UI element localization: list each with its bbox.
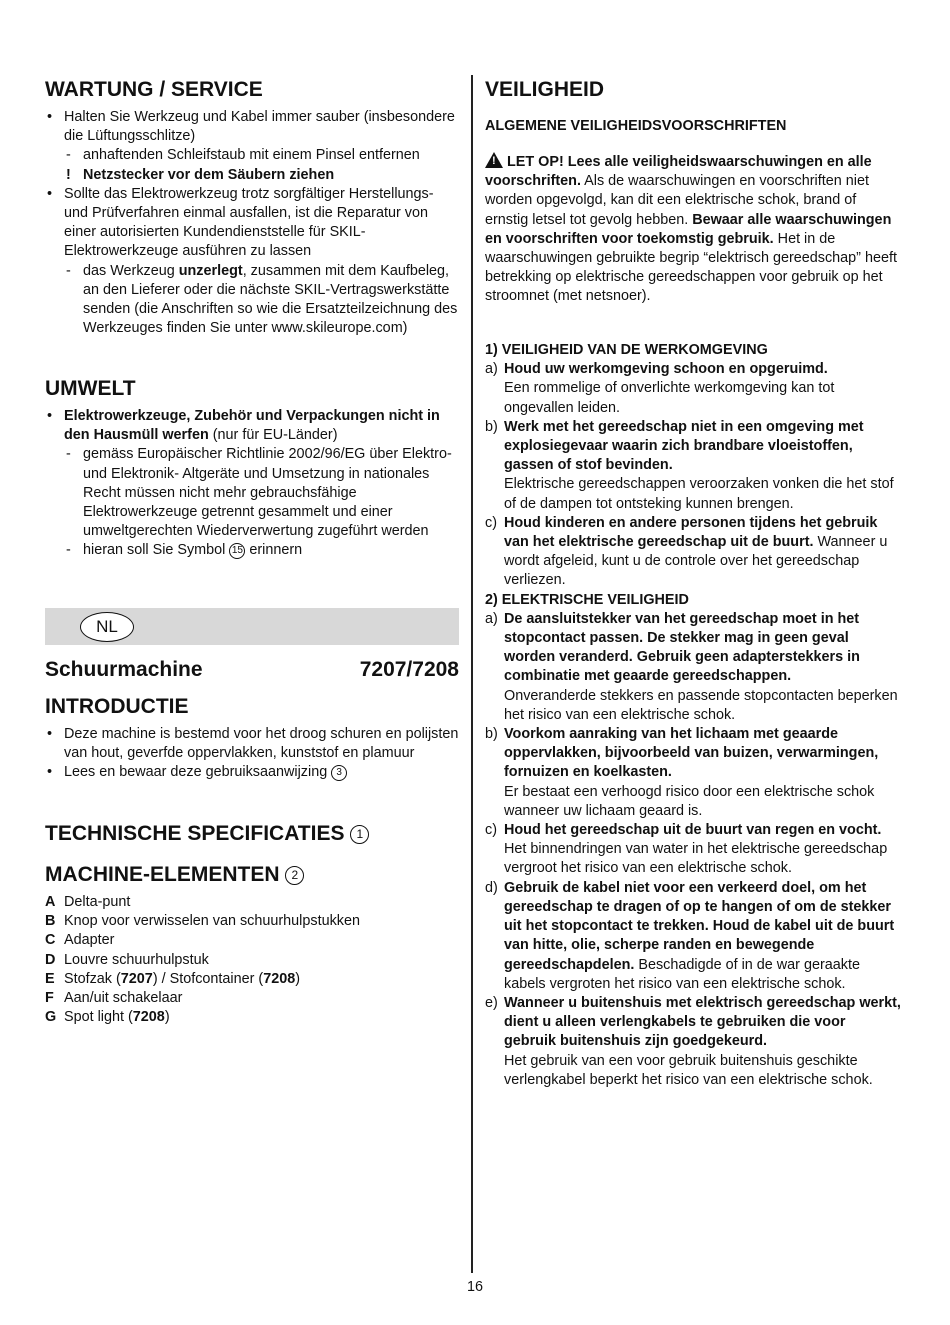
list-item: E Stofzak (7207) / Stofcontainer (7208) xyxy=(45,970,301,987)
list-item: B Knop voor verwisselen van schuurhulpstukken xyxy=(45,913,360,930)
figure-number: 1 xyxy=(350,825,369,844)
list-item: F Aan/uit schakelaar xyxy=(45,990,183,1007)
subheading-algemene: ALGEMENE VEILIGHEIDSVOORSCHRIFTEN xyxy=(485,118,787,134)
list-item: • Halten Sie Werkzeug und Kabel immer sauber (insbesondere die Lüftungsschlitze) xyxy=(45,108,459,146)
list-item: - das Werkzeug unzerlegt, zusammen mit dem Kaufbeleg, an den Lieferer oder die nächste SKIL-Vertragswerkstätte senden (die Anschriften so wie die Ersatzteilzeichnung des Werkzeuges finden Sie unter www.skileurope.com) xyxy=(45,262,459,339)
heading-elements: MACHINE-ELEMENTEN 2 xyxy=(45,862,304,888)
list-item: b) Voorkom aanraking van het lichaam met geaarde oppervlakken, bijvoorbeeld van buizen, verwarmingen, fornuizen en koelkasten. Er bestaat een verhoogd risico door een elektrische schok wanneer uw lichaam geaard is. xyxy=(485,726,879,819)
symbol-number: 15 xyxy=(229,543,245,559)
list-item: C Adapter xyxy=(45,932,115,949)
list-item: ! Netzstecker vor dem Säubern ziehen xyxy=(45,166,459,185)
umwelt-list xyxy=(45,407,459,561)
list-item: • Elektrowerkzeuge, Zubehör und Verpackungen nicht in den Hausmüll werfen (nur für EU-Länder) xyxy=(45,407,459,445)
intro-list xyxy=(45,725,459,783)
list-item: • Lees en bewaar deze gebruiksaanwijzing 3 xyxy=(45,763,459,782)
wartung-list xyxy=(45,108,459,338)
figure-number: 2 xyxy=(285,866,304,885)
list-item: • Sollte das Elektrowerkzeug trotz sorgfältiger Herstellungs- und Prüfverfahren einmal ausfallen, ist die Reparatur von einer autorisierten Kundendienststelle für SKIL-Elektrowerkzeuge ausführen zu lassen xyxy=(45,185,459,262)
list-item: - anhaftenden Schleifstaub mit einem Pinsel entfernen xyxy=(45,146,459,165)
list-item: a) Houd uw werkomgeving schoon en opgeruimd. Een rommelige of onverlichte werkomgeving kan tot ongevallen leiden. xyxy=(485,361,835,416)
heading-introductie: INTRODUCTIE xyxy=(45,695,189,718)
list-item: c) Houd het gereedschap uit de buurt van regen en vocht. Het binnendringen van water in het elektrische gereedschap vergroot het risico van een elektrische schok. xyxy=(485,822,888,877)
section-heading: 2) ELEKTRISCHE VEILIGHEID xyxy=(485,591,689,608)
list-item: G Spot light (7208) xyxy=(45,1009,170,1026)
warning-paragraph: ! LET OP! Lees alle veiligheidswaarschuwingen en alle voorschriften. Als de waarschuwingen en voorschriften niet worden opgevolgd, kan dit een elektrische schok, brand of ernstig letsel tot gevolg hebben. Bewaar alle waarschuwingen en voorschriften voor toekomstig gebruik. Het in de waarschuwingen gebruikte begrip “elektrisch gereedschap” heeft betrekking op elektrische gereedschappen voor gebruik op het stroomnet (met netsnoer). xyxy=(485,154,897,305)
section-heading: 1) VEILIGHEID VAN DE WERKOMGEVING xyxy=(485,342,768,358)
warning-triangle-icon: ! xyxy=(485,152,503,168)
heading-umwelt: UMWELT xyxy=(45,377,136,400)
page-number: 16 xyxy=(466,1279,483,1295)
heading-wartung: WARTUNG / SERVICE xyxy=(45,78,263,101)
elements-list xyxy=(45,893,459,1027)
heading-veiligheid: VEILIGHEID xyxy=(485,78,605,101)
list-item: D Louvre schuurhulpstuk xyxy=(45,951,209,968)
list-item: • Deze machine is bestemd voor het droog schuren en polijsten van hout, geverfde oppervlakken, kunststof en plamuur xyxy=(45,725,459,763)
list-item: - hieran soll Sie Symbol 15 erinnern xyxy=(45,541,459,560)
list-item: A Delta-punt xyxy=(45,894,131,910)
product-name: Schuurmachine xyxy=(45,658,203,681)
list-item: d) Gebruik de kabel niet voor een verkeerd doel, om het gereedschap te dragen of op te hangen of om de stekker uit het stopcontact te trekken. Houd de kabel uit de buurt van hitte, olie, scherpe randen en bewegende gereedschapdelen. Beschadigde of in de war geraakte kabels vergroten het risico van een elektrische schok. xyxy=(485,879,895,992)
product-model: 7207/7208 xyxy=(359,658,459,681)
safety-sections xyxy=(485,341,901,1090)
language-bar xyxy=(45,608,459,645)
list-item: e) Wanneer u buitenshuis met elektrisch gereedschap werkt, dient u alleen verlengkabels te gebruiken die voor gebruik buitenshuis zijn goedgekeurd. Het gebruik van een voor gebruik buitenshuis geschikte verlengkabel beperkt het risico van een elektrische schok. xyxy=(485,994,901,1088)
list-item: c) Houd kinderen en andere personen tijdens het gebruik van het elektrische gereedschap uit de buurt. Wanneer u wordt afgeleid, kunt u de controle over het gereedschap verliezen. xyxy=(485,514,888,589)
list-item: b) Werk met het gereedschap niet in een omgeving met explosiegevaar waarin zich brandbare vloeistoffen, gassen of stof bevinden. Elektrische gereedschappen veroorzaken vonken die het stof of de dampen tot ontsteking kunnen brengen. xyxy=(485,418,894,512)
list-item: - gemäss Europäischer Richtlinie 2002/96/EG über Elektro- und Elektronik- Altgeräte und Umsetzung in nationales Recht müssen nicht mehr gebrauchsfähige Elektrowerkzeuge getrennt gesammelt und einer umweltgerechten Wiederverwertung zugeführt werden xyxy=(45,445,459,541)
figure-number: 3 xyxy=(331,765,347,781)
heading-techspec: TECHNISCHE SPECIFICATIES 1 xyxy=(45,821,369,847)
list-item: a) De aansluitstekker van het gereedschap moet in het stopcontact passen. De stekker mag in geen geval worden veranderd. Gebruik geen adapterstekkers in combinatie met geaarde gereedschappen. Onveranderde stekkers en passende stopcontacten beperken het risico van een elektrische schok. xyxy=(485,610,898,723)
language-badge: NL xyxy=(80,612,134,642)
column-divider xyxy=(471,75,473,1273)
